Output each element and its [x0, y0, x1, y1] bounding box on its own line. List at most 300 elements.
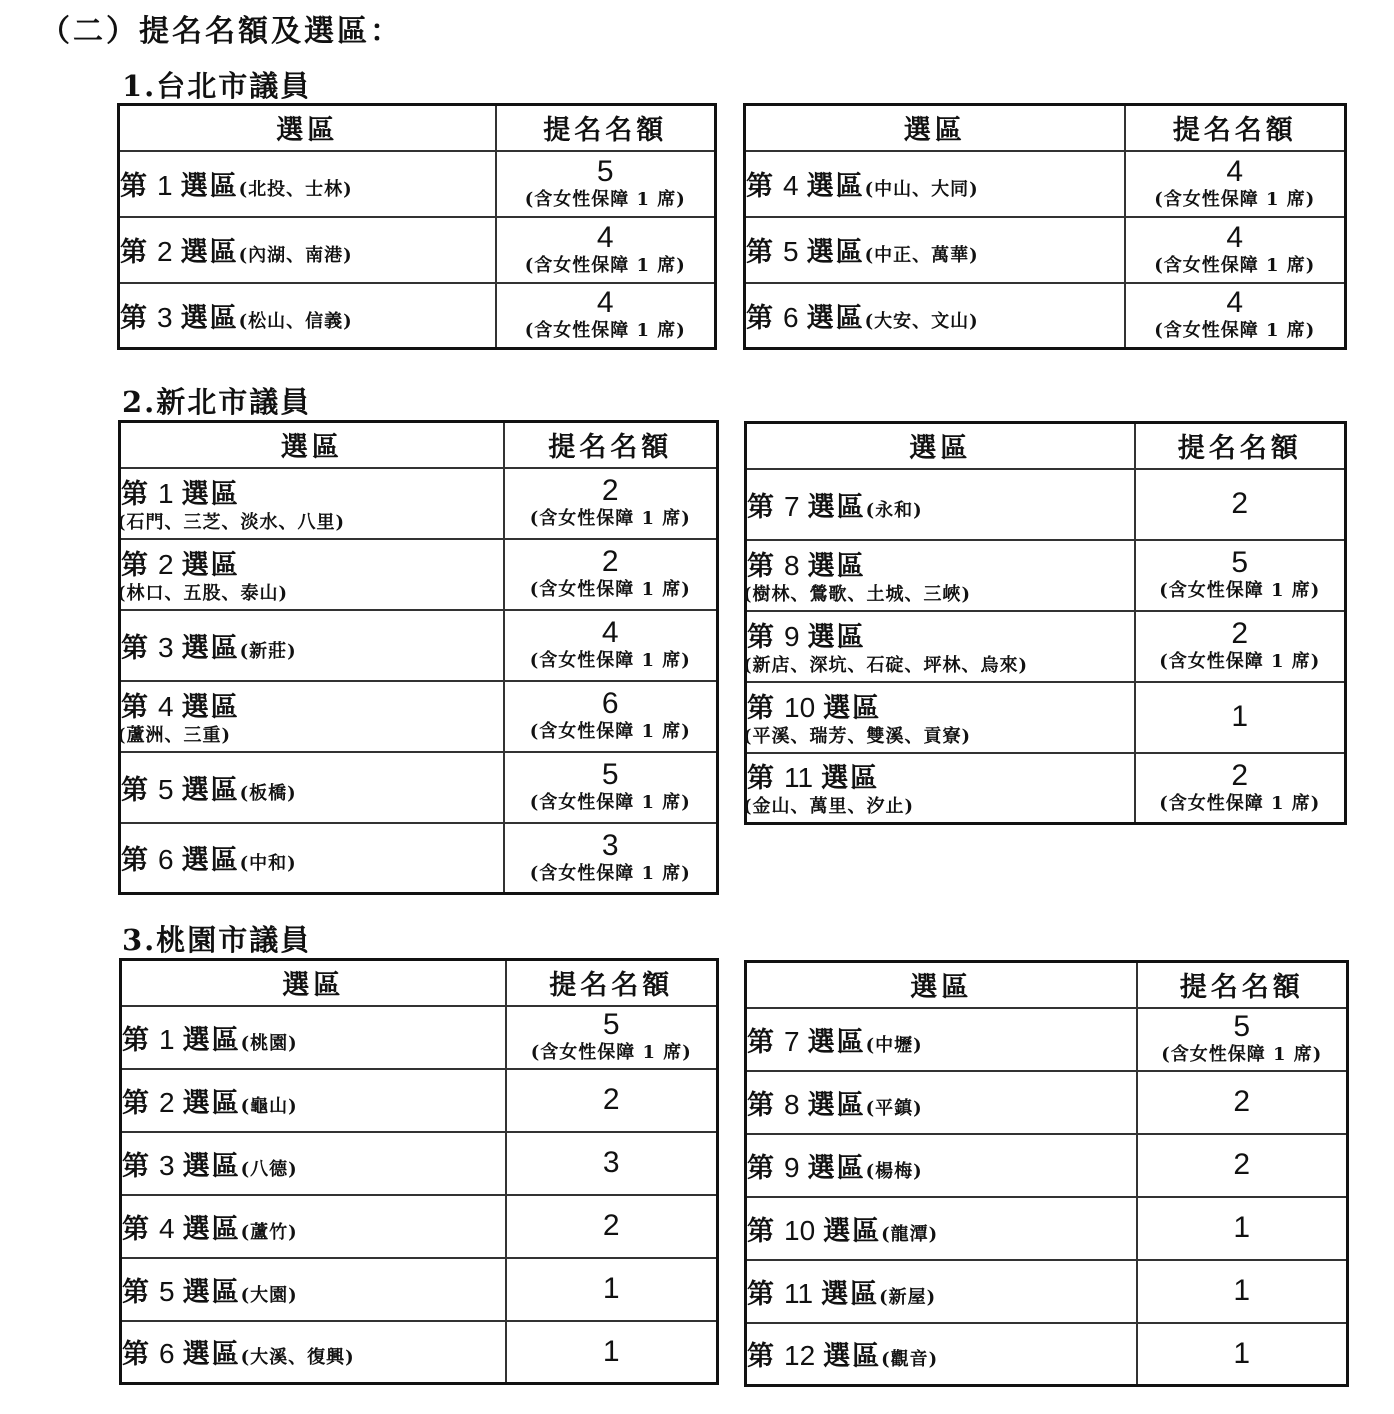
col-header-district: 選區: [121, 960, 506, 1006]
table-row: [746, 1323, 1348, 1386]
district-number: 3: [158, 631, 174, 663]
quota-cell: [1135, 682, 1346, 753]
quota-cell: [504, 468, 718, 539]
district-number: 10: [784, 1214, 816, 1246]
col-header-district: 選區: [745, 105, 1125, 151]
quota-number: 4: [596, 286, 614, 320]
district-prefix: 第: [747, 1278, 776, 1310]
quota-cell: [1135, 611, 1346, 682]
district-suffix: 選區: [181, 478, 240, 510]
district-prefix: 第: [120, 171, 149, 202]
district-cell: [745, 217, 1125, 283]
quota-number: 2: [601, 474, 619, 507]
table-row: [746, 1197, 1348, 1260]
district-prefix: 第: [121, 478, 150, 510]
district-suffix: 選區: [821, 1278, 880, 1310]
quota-cell: [506, 1321, 718, 1384]
quota-number: 5: [602, 1008, 620, 1041]
district-suffix: 選區: [823, 1341, 882, 1373]
district-suffix: 選區: [807, 550, 866, 582]
district-suffix: 選區: [181, 691, 240, 723]
district-prefix: 第: [747, 1341, 776, 1373]
quota-cell: [1125, 283, 1346, 349]
table-row: [120, 752, 718, 823]
district-prefix: 第: [120, 237, 149, 268]
quota-cell: [506, 1069, 718, 1132]
district-suffix: 選區: [806, 171, 865, 202]
district-cell: [121, 1006, 506, 1069]
table-row: [121, 1195, 718, 1258]
district-number: 6: [159, 1338, 175, 1370]
district-cell: [117, 681, 504, 752]
district-suffix: 選區: [806, 237, 865, 268]
col-header-quota: 提名名額: [1137, 962, 1348, 1008]
quota-cell: [1137, 1008, 1348, 1071]
new-taipei-table-left: [118, 420, 719, 895]
district-name: [746, 303, 865, 334]
quota-number: 2: [1231, 617, 1249, 650]
quota-number: 3: [602, 1146, 620, 1179]
quota-number: 5: [1231, 546, 1249, 579]
col-header-quota: 提名名額: [504, 422, 718, 468]
district-cell: [743, 753, 1135, 824]
taoyuan-table-right: [744, 960, 1349, 1387]
district-name: [747, 1341, 881, 1372]
district-cell: [121, 1321, 506, 1384]
district-name: [122, 1214, 241, 1245]
district-suffix: 選區: [807, 1152, 866, 1184]
district-areas: (板橋): [239, 782, 297, 804]
district-cell: [746, 469, 1135, 540]
table-row: [745, 151, 1346, 217]
district-prefix: 第: [121, 549, 150, 581]
quota-cell: [504, 823, 718, 894]
col-header-district: 選區: [746, 423, 1135, 469]
district-areas: (楊梅): [865, 1160, 923, 1182]
female-reserve-note: (含女性保障 1 席): [1154, 254, 1316, 276]
district-number: 1: [158, 477, 174, 509]
district-name: [121, 775, 240, 806]
district-number: 2: [157, 236, 173, 267]
district-number: 4: [158, 690, 174, 722]
district-name: [747, 1090, 866, 1121]
table-row: [119, 217, 716, 283]
district-suffix: 選區: [806, 302, 865, 334]
district-areas: (新莊): [239, 640, 297, 662]
district-areas: (中壢): [865, 1034, 923, 1056]
district-cell: [119, 151, 496, 217]
district-name: [121, 479, 240, 510]
col-header-district: 選區: [746, 962, 1137, 1008]
district-prefix: 第: [122, 1024, 151, 1056]
district-name: [747, 1279, 879, 1310]
district-suffix: 選區: [182, 1276, 241, 1308]
quota-cell: [1137, 1134, 1348, 1197]
district-suffix: 選區: [807, 621, 866, 653]
district-number: 1: [157, 170, 173, 201]
district-number: 5: [159, 1275, 175, 1307]
district-suffix: 選區: [823, 1215, 882, 1247]
quota-cell: [1135, 540, 1346, 611]
district-suffix: 選區: [182, 1150, 241, 1182]
table-row: [121, 1258, 718, 1321]
district-number: 3: [157, 301, 173, 333]
district-prefix: 第: [747, 550, 776, 582]
district-areas: (大溪、復興): [240, 1347, 355, 1369]
female-reserve-note: (含女性保障 1 席): [529, 579, 691, 600]
quota-cell: [504, 610, 718, 681]
section-title-new-taipei: 2.新北市議員: [122, 385, 312, 419]
district-prefix: 第: [122, 1087, 151, 1119]
district-suffix: 選區: [807, 491, 866, 523]
quota-number: 6: [601, 687, 619, 720]
district-suffix: 選區: [823, 692, 882, 724]
female-reserve-note: (含女性保障 1 席): [529, 721, 691, 742]
col-header-quota: 提名名額: [1135, 423, 1346, 469]
quota-number: 5: [601, 758, 619, 791]
district-suffix: 選區: [181, 549, 240, 581]
table-row: [746, 753, 1346, 824]
district-number: 11: [784, 762, 814, 794]
district-name: [747, 622, 866, 653]
district-prefix: 第: [747, 763, 776, 795]
quota-number: 1: [602, 1334, 620, 1368]
district-areas: (松山、信義): [238, 310, 353, 332]
district-areas: (大園): [240, 1284, 298, 1306]
district-name: [747, 1216, 881, 1247]
quota-number: 2: [1231, 758, 1249, 792]
quota-cell: [504, 539, 718, 610]
female-reserve-note: (含女性保障 1 席): [1154, 188, 1316, 210]
district-suffix: 選區: [807, 1026, 866, 1058]
col-header-quota: 提名名額: [496, 105, 716, 151]
district-name: [120, 237, 239, 268]
district-cell: [746, 1197, 1137, 1260]
district-cell: [746, 1071, 1137, 1134]
district-prefix: 第: [121, 632, 150, 664]
quota-cell: [504, 681, 718, 752]
district-areas: (大安、文山): [864, 310, 979, 332]
district-prefix: 第: [122, 1276, 151, 1308]
district-cell: [120, 823, 504, 894]
quota-number: 2: [601, 545, 619, 578]
district-number: 7: [784, 490, 800, 522]
district-number: 2: [159, 1086, 175, 1118]
district-name: [121, 633, 240, 664]
table-row: [746, 1008, 1348, 1071]
district-prefix: 第: [122, 1213, 151, 1245]
district-name: [122, 1277, 241, 1308]
district-prefix: 第: [121, 691, 150, 723]
quota-number: 1: [1233, 1336, 1251, 1370]
quota-cell: [496, 217, 716, 283]
quota-cell: [506, 1006, 718, 1069]
female-reserve-note: (含女性保障 1 席): [1159, 580, 1321, 601]
district-cell: [746, 1134, 1137, 1197]
district-number: 8: [784, 549, 800, 581]
district-suffix: 選區: [821, 763, 880, 795]
district-areas: (中和): [239, 853, 297, 875]
district-name: [747, 693, 881, 724]
district-number: 11: [784, 1277, 814, 1309]
quota-number: 1: [602, 1272, 620, 1305]
table-row: [121, 1069, 718, 1132]
district-prefix: 第: [122, 1339, 151, 1371]
district-areas: (內湖、南港): [238, 245, 353, 266]
district-cell: [746, 1260, 1137, 1323]
district-prefix: 第: [746, 302, 775, 334]
district-suffix: 選區: [181, 845, 240, 877]
district-name: [121, 692, 240, 723]
district-prefix: 第: [746, 171, 775, 202]
district-name: [121, 550, 240, 581]
quota-number: 5: [596, 154, 614, 188]
district-name: [122, 1151, 241, 1182]
district-prefix: 第: [122, 1150, 151, 1182]
district-name: [747, 1153, 866, 1184]
district-areas: (林口、五股、泰山): [117, 582, 289, 604]
district-cell: [121, 1132, 506, 1195]
district-suffix: 選區: [180, 171, 239, 202]
district-number: 10: [784, 691, 816, 723]
district-name: [747, 492, 866, 523]
quota-number: 1: [1233, 1211, 1251, 1244]
quota-number: 1: [1231, 700, 1249, 733]
taipei-table-left: [117, 103, 717, 350]
female-reserve-note: (含女性保障 1 席): [530, 1042, 692, 1063]
district-cell: [743, 682, 1135, 753]
district-number: 4: [783, 170, 799, 201]
table-row: [746, 1134, 1348, 1197]
quota-number: 4: [601, 616, 619, 649]
col-header-district: 選區: [120, 422, 504, 468]
district-areas: (北投、士林): [238, 179, 353, 200]
quota-number: 2: [602, 1083, 620, 1116]
district-suffix: 選區: [807, 1089, 866, 1121]
district-suffix: 選區: [182, 1024, 241, 1056]
district-cell: [121, 1258, 506, 1321]
table-row: [746, 611, 1346, 682]
quota-cell: [1137, 1323, 1348, 1386]
district-areas: (蘆竹): [240, 1221, 298, 1243]
female-reserve-note: (含女性保障 1 席): [529, 862, 691, 884]
district-prefix: 第: [747, 1026, 776, 1058]
district-areas: (平鎮): [865, 1097, 923, 1119]
district-prefix: 第: [747, 621, 776, 653]
section-title-taipei: 1.台北市議員: [122, 69, 312, 103]
quota-number: 2: [602, 1209, 620, 1242]
district-name: [120, 171, 239, 202]
district-cell: [745, 283, 1125, 349]
district-number: 1: [159, 1023, 175, 1055]
district-suffix: 選區: [182, 1087, 241, 1119]
district-cell: [120, 752, 504, 823]
taoyuan-table-left: [119, 958, 719, 1385]
district-prefix: 第: [747, 692, 776, 724]
district-name: [746, 237, 865, 268]
district-name: [747, 763, 879, 794]
female-reserve-note: (含女性保障 1 席): [529, 792, 691, 813]
table-row: [745, 283, 1346, 349]
district-number: 4: [159, 1212, 175, 1244]
quota-cell: [1135, 753, 1346, 824]
district-cell: [117, 468, 504, 539]
female-reserve-note: (含女性保障 1 席): [1159, 792, 1321, 814]
district-name: [122, 1339, 241, 1370]
district-number: 9: [784, 620, 800, 652]
district-areas: (蘆洲、三重): [117, 724, 232, 746]
col-header-quota: 提名名額: [1125, 105, 1346, 151]
quota-cell: [504, 752, 718, 823]
district-cell: [119, 217, 496, 283]
district-cell: [746, 1323, 1137, 1386]
quota-cell: [1135, 469, 1346, 540]
district-areas: (新屋): [879, 1286, 937, 1308]
district-number: 6: [158, 844, 174, 876]
district-number: 9: [784, 1151, 800, 1183]
district-cell: [120, 610, 504, 681]
district-areas: (八德): [240, 1158, 298, 1180]
district-suffix: 選區: [182, 1339, 241, 1371]
district-prefix: 第: [121, 845, 150, 877]
table-row: [746, 1260, 1348, 1323]
district-areas: (中山、大同): [864, 179, 979, 200]
district-prefix: 第: [746, 237, 775, 268]
district-cell: [121, 1069, 506, 1132]
quota-number: 2: [1231, 487, 1249, 520]
female-reserve-note: (含女性保障 1 席): [529, 650, 691, 671]
district-areas: (樹林、鶯歌、土城、三峽): [743, 583, 972, 605]
quota-cell: [506, 1258, 718, 1321]
quota-cell: [1125, 151, 1346, 217]
district-name: [122, 1025, 241, 1056]
district-areas: (龍潭): [881, 1223, 939, 1245]
table-row: [120, 610, 718, 681]
district-number: 3: [159, 1149, 175, 1181]
district-name: [121, 845, 240, 876]
district-prefix: 第: [120, 302, 149, 334]
district-prefix: 第: [747, 491, 776, 523]
col-header-quota: 提名名額: [506, 960, 718, 1006]
table-row: [120, 681, 718, 752]
document-title: （二）提名名額及選區：: [40, 14, 403, 49]
district-suffix: 選區: [180, 237, 239, 268]
district-areas: (永和): [865, 499, 923, 521]
district-cell: [121, 1195, 506, 1258]
quota-number: 4: [1226, 154, 1244, 188]
quota-number: 4: [1226, 286, 1244, 320]
quota-cell: [1137, 1260, 1348, 1323]
district-number: 12: [784, 1340, 816, 1372]
district-cell: [743, 611, 1135, 682]
quota-cell: [506, 1195, 718, 1258]
new-taipei-table-right: [744, 421, 1347, 825]
quota-number: 1: [1233, 1274, 1251, 1307]
female-reserve-note: (含女性保障 1 席): [1154, 320, 1316, 342]
table-row: [121, 1321, 718, 1384]
quota-number: 2: [1233, 1085, 1251, 1118]
district-name: [122, 1088, 241, 1119]
district-suffix: 選區: [181, 774, 240, 806]
district-number: 5: [158, 773, 174, 805]
table-row: [120, 539, 718, 610]
quota-number: 5: [1233, 1010, 1251, 1043]
quota-cell: [1137, 1197, 1348, 1260]
district-areas: (龜山): [240, 1095, 298, 1117]
quota-cell: [1137, 1071, 1348, 1134]
quota-cell: [506, 1132, 718, 1195]
district-number: 7: [784, 1025, 800, 1057]
district-prefix: 第: [747, 1089, 776, 1121]
district-cell: [117, 539, 504, 610]
quota-cell: [1125, 217, 1346, 283]
table-row: [746, 469, 1346, 540]
district-areas: (石門、三芝、淡水、八里): [117, 511, 346, 533]
col-header-district: 選區: [119, 105, 496, 151]
female-reserve-note: (含女性保障 1 席): [524, 254, 686, 276]
district-cell: [745, 151, 1125, 217]
district-prefix: 第: [747, 1152, 776, 1184]
table-row: [121, 1132, 718, 1195]
district-prefix: 第: [747, 1215, 776, 1247]
district-cell: [746, 1008, 1137, 1071]
district-areas: (平溪、瑞芳、雙溪、貢寮): [743, 725, 972, 747]
taipei-table-right: [743, 103, 1347, 350]
district-prefix: 第: [121, 774, 150, 806]
district-number: 8: [784, 1088, 800, 1120]
quota-cell: [496, 151, 716, 217]
district-name: [746, 171, 865, 202]
table-row: [745, 217, 1346, 283]
table-row: [746, 540, 1346, 611]
quota-number: 3: [601, 828, 619, 862]
table-row: [746, 682, 1346, 753]
district-areas: (桃園): [240, 1032, 298, 1054]
table-row: [119, 151, 716, 217]
district-areas: (金山、萬里、汐止): [743, 796, 915, 818]
quota-number: 4: [596, 220, 614, 254]
quota-number: 2: [1233, 1148, 1251, 1181]
district-suffix: 選區: [180, 302, 239, 334]
table-row: [120, 468, 718, 539]
district-areas: (觀音): [881, 1349, 939, 1371]
district-suffix: 選區: [182, 1213, 241, 1245]
district-name: [120, 303, 239, 334]
female-reserve-note: (含女性保障 1 席): [524, 320, 686, 342]
female-reserve-note: (含女性保障 1 席): [1161, 1044, 1323, 1065]
table-row: [120, 823, 718, 894]
district-name: [747, 1027, 866, 1058]
table-row: [119, 283, 716, 349]
quota-number: 4: [1226, 220, 1244, 254]
district-number: 2: [158, 548, 174, 580]
table-row: [746, 1071, 1348, 1134]
section-title-taoyuan: 3.桃園市議員: [122, 923, 312, 957]
district-cell: [743, 540, 1135, 611]
district-name: [747, 551, 866, 582]
district-cell: [119, 283, 496, 349]
district-areas: (新店、深坑、石碇、坪林、烏來): [743, 654, 1029, 676]
female-reserve-note: (含女性保障 1 席): [524, 188, 686, 210]
female-reserve-note: (含女性保障 1 席): [529, 508, 691, 529]
quota-cell: [496, 283, 716, 349]
district-suffix: 選區: [181, 632, 240, 664]
district-areas: (中正、萬華): [864, 245, 979, 266]
district-number: 6: [783, 301, 799, 333]
district-number: 5: [783, 236, 799, 267]
table-row: [121, 1006, 718, 1069]
female-reserve-note: (含女性保障 1 席): [1159, 651, 1321, 672]
